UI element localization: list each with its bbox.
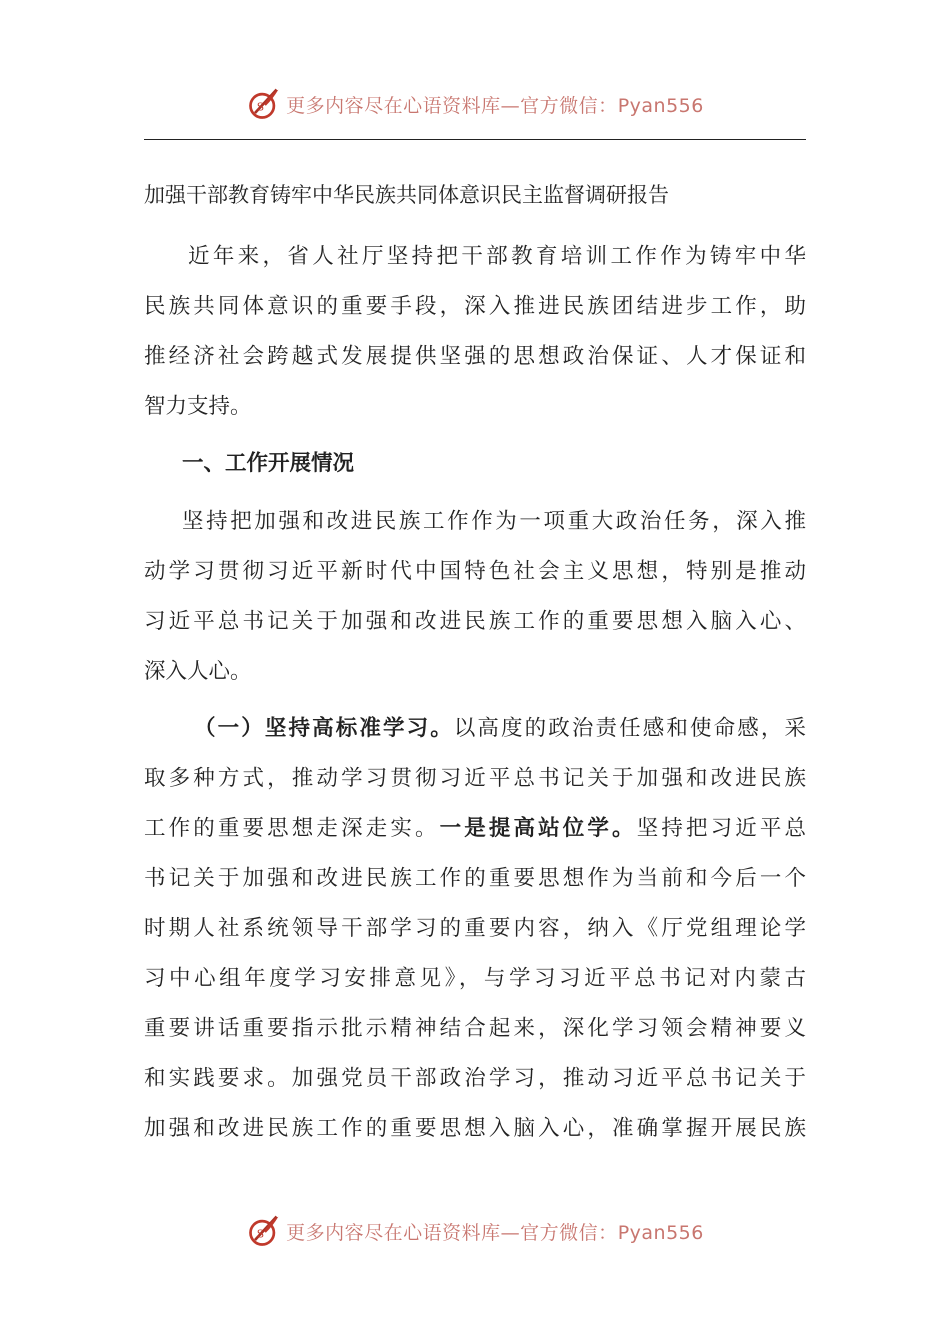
paragraph-line: 重要讲话重要指示批示精神结合起来，深化学习领会精神要义 — [144, 1016, 806, 1041]
subsection-heading: （一）坚持高标准学习。 — [194, 716, 454, 741]
paragraph-line: 和实践要求。加强党员干部政治学习，推动习近平总书记关于 — [144, 1066, 806, 1091]
point-heading: 一是提高站位学。 — [439, 816, 637, 841]
banner-text: 更多内容尽在心语资料库—官方微信：Pyan556 — [286, 1221, 704, 1244]
subsection1-paragraph — [144, 704, 806, 1154]
paragraph-line: 时期人社系统领导干部学习的重要内容，纳入《厅党组理论学 — [144, 916, 806, 941]
paragraph-line: 取多种方式，推动学习贯彻习近平总书记关于加强和改进民族 — [144, 766, 806, 791]
banner-text: 更多内容尽在心语资料库—官方微信：Pyan556 — [286, 94, 704, 117]
section1-paragraph — [144, 497, 806, 697]
paragraph-line: 习近平总书记关于加强和改进民族工作的重要思想入脑入心、 — [144, 609, 806, 634]
paragraph-line: 动学习贯彻习近平新时代中国特色社会主义思想，特别是推动 — [144, 559, 806, 584]
paragraph-line: 智力支持。 — [144, 394, 252, 419]
paragraph-line: 工作的重要思想走深走实。一是提高站位学。坚持把习近平总 — [144, 816, 806, 841]
intro-paragraph — [144, 232, 806, 432]
paragraph-line: 民族共同体意识的重要手段，深入推进民族团结进步工作，助 — [144, 294, 806, 319]
paragraph-line: 坚持把加强和改进民族工作作为一项重大政治任务，深入推 — [182, 509, 806, 534]
paragraph-line: 近年来，省人社厅坚持把干部教育培训工作作为铸牢中华 — [188, 244, 806, 269]
paragraph-line: 推经济社会跨越式发展提供坚强的思想政治保证、人才保证和 — [144, 344, 806, 369]
document-title: 加强干部教育铸牢中华民族共同体意识民主监督调研报告 — [144, 183, 669, 207]
header-divider — [144, 139, 806, 140]
quill-logo-icon — [246, 86, 282, 122]
paragraph-line: 书记关于加强和改进民族工作的重要思想作为当前和今后一个 — [144, 866, 806, 891]
footer-banner — [0, 1211, 950, 1251]
svg-text:S: S — [256, 100, 265, 114]
paragraph-line: 深入人心。 — [144, 659, 252, 684]
header-banner — [0, 84, 950, 124]
paragraph-line: 习中心组年度学习安排意见》，与学习习近平总书记对内蒙古 — [144, 966, 806, 991]
paragraph-line: 加强和改进民族工作的重要思想入脑入心，准确掌握开展民族 — [144, 1116, 806, 1141]
svg-text:S: S — [256, 1227, 265, 1241]
quill-logo-icon — [246, 1213, 282, 1249]
paragraph-line: （一）坚持高标准学习。以高度的政治责任感和使命感，采 — [194, 716, 806, 741]
section-heading: 一、工作开展情况 — [182, 451, 355, 476]
